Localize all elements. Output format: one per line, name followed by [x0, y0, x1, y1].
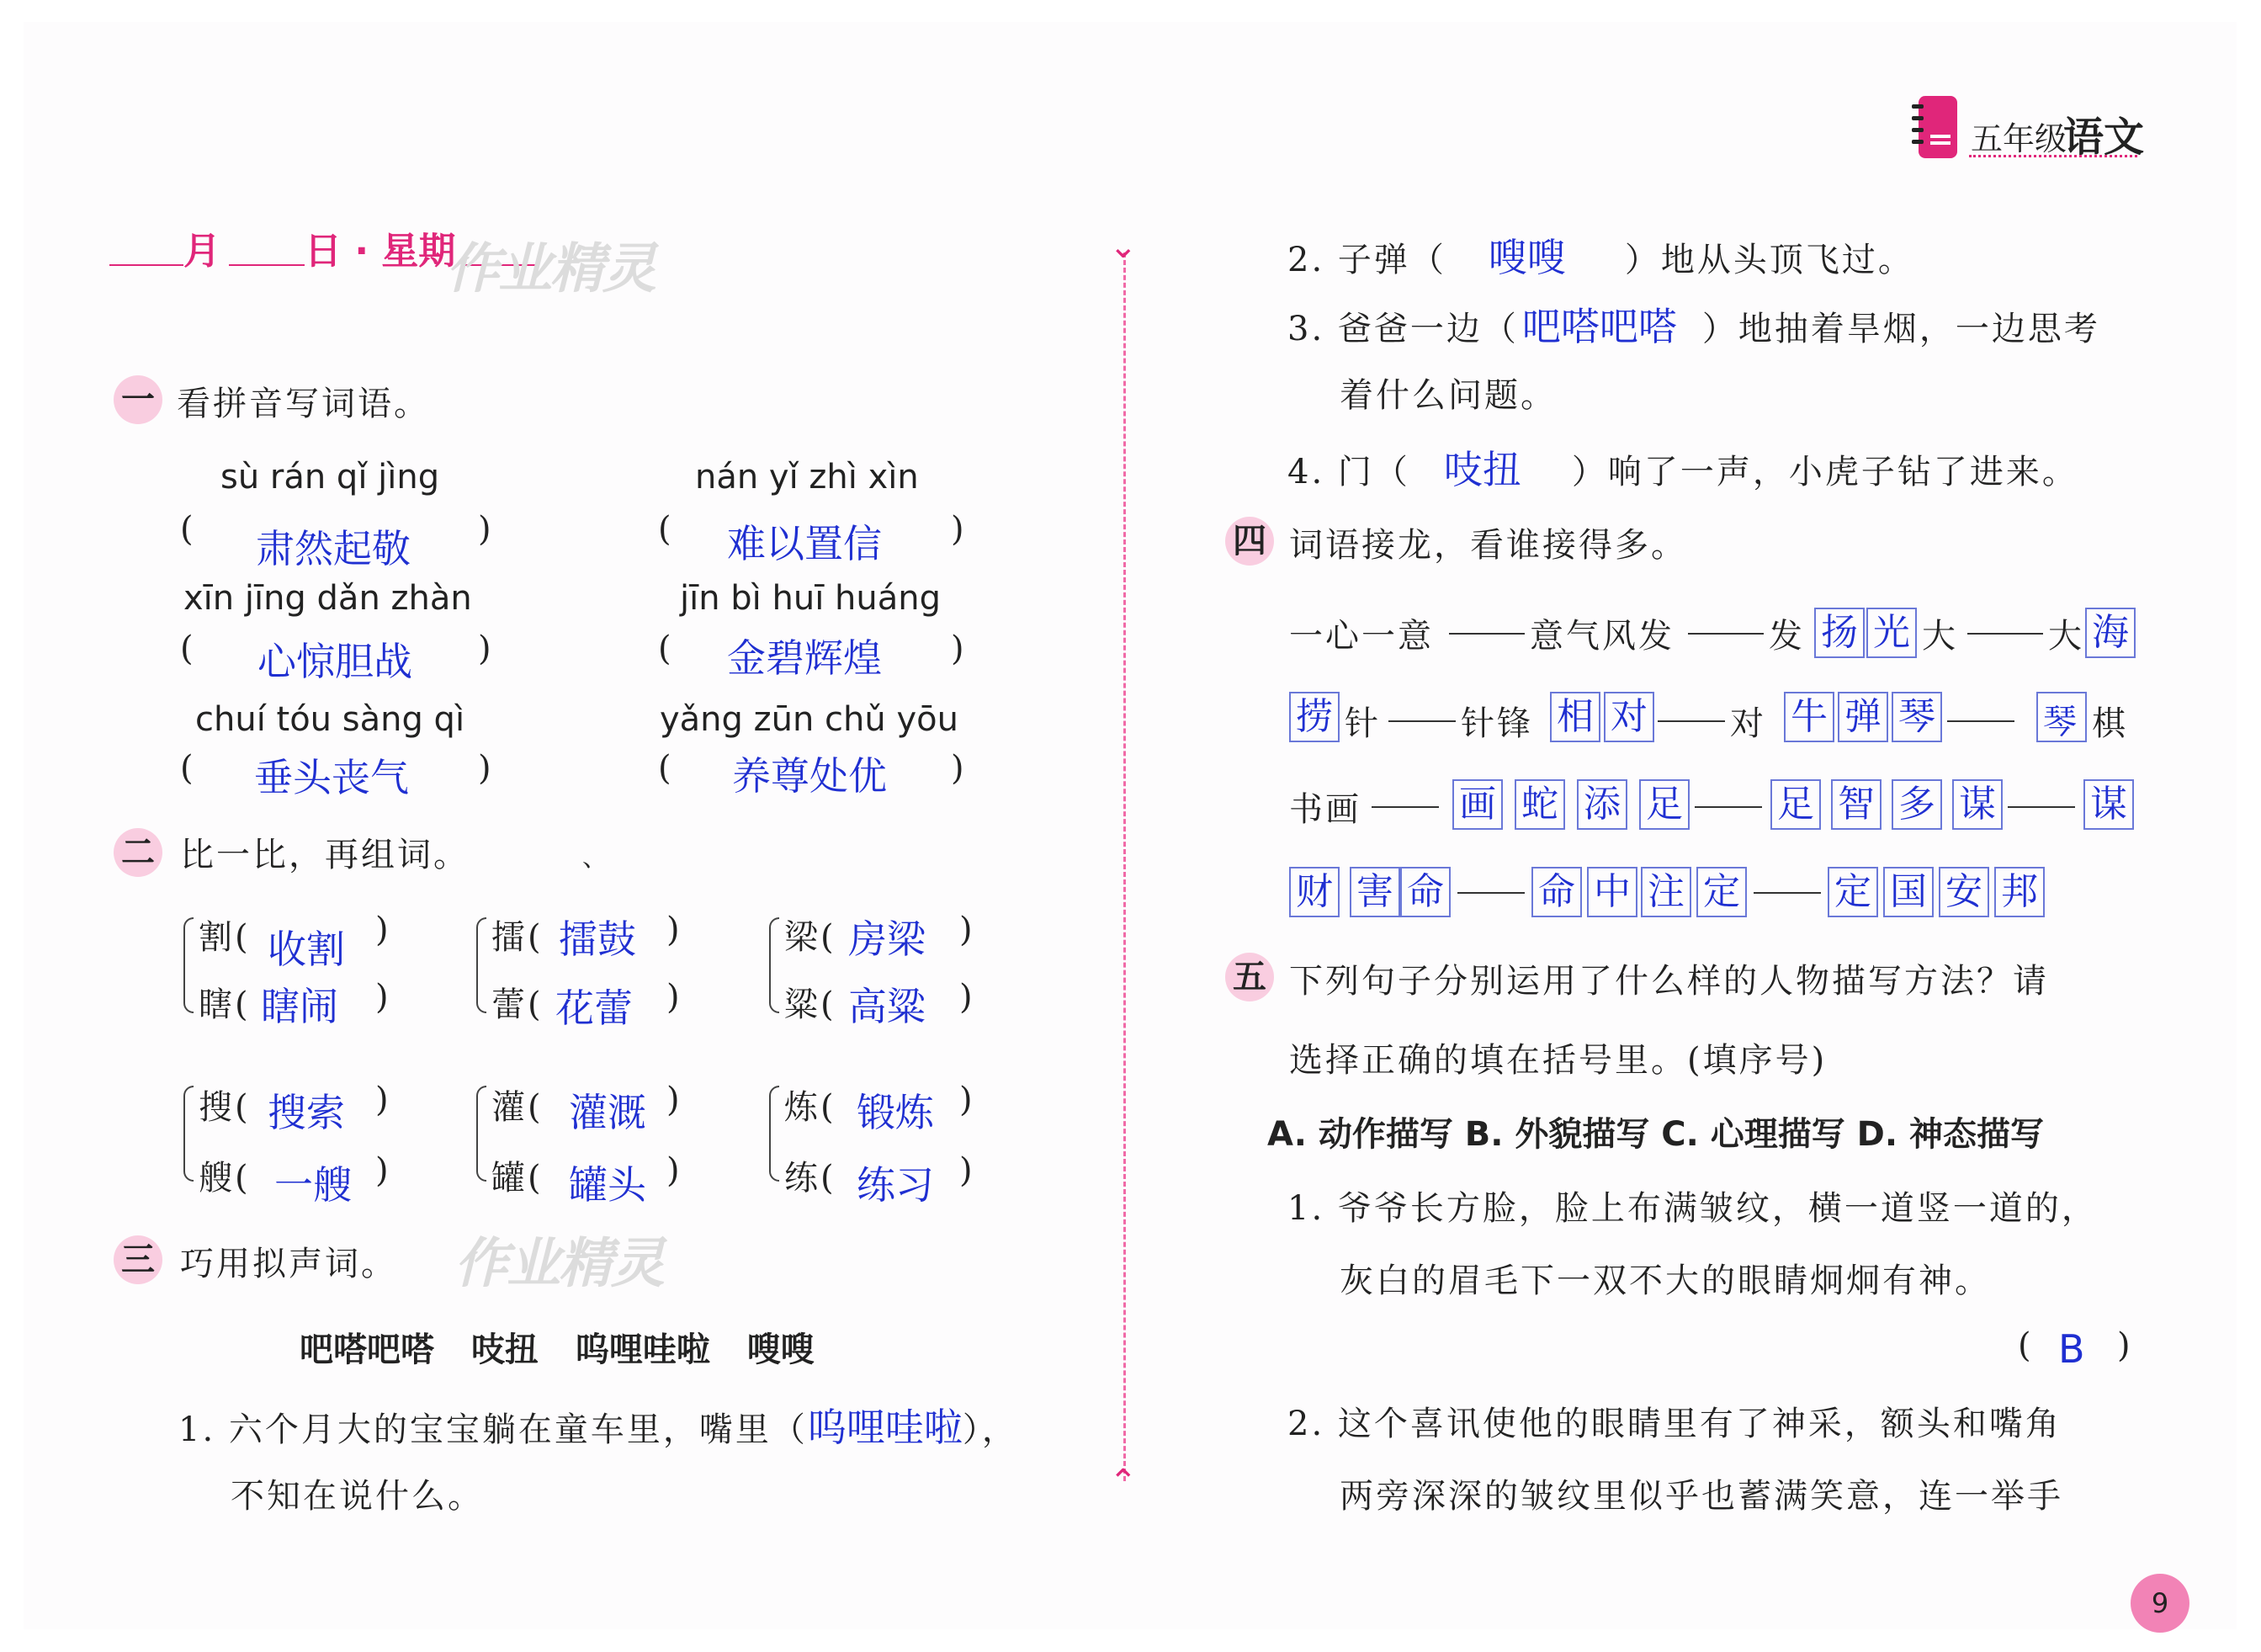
chain-word: 发 [1769, 617, 1805, 656]
chain-box: 中 [1587, 867, 1637, 917]
paren-close: ) [666, 1151, 682, 1190]
paren-open: ( [180, 629, 194, 668]
s5-q1-answer: B [2058, 1326, 2085, 1372]
chain-box: 谋 [1952, 779, 2003, 830]
chain-word: 针锋 [1461, 704, 1533, 743]
pair-char: 灌( [491, 1088, 544, 1127]
section-3-title: 巧用拟声词。 [180, 1245, 397, 1283]
chain-box [2036, 692, 2087, 742]
chain-box: 命 [1531, 867, 1582, 917]
paren-close: ) [375, 1151, 391, 1190]
chain-word: 对 [1730, 704, 1766, 743]
chain-dash [1449, 633, 1525, 635]
pair-char: 艘( [199, 1159, 251, 1198]
header-subject: 语文 [2063, 114, 2145, 161]
pair-answer: 罐头 [569, 1162, 646, 1208]
pinyin-4: jīn bì huī huáng [680, 579, 941, 618]
chain-word: 针 [1345, 704, 1381, 743]
s3-q3-answer: 吧嗒吧嗒 [1521, 304, 1677, 349]
chain-dash [2008, 806, 2075, 808]
header-underline [1969, 155, 2137, 157]
watermark: 作业精灵 [446, 238, 655, 300]
s3-q1-answer: 呜哩哇啦 [807, 1405, 963, 1450]
divider-top-arrow: ⌄ [1109, 227, 1138, 266]
chain-dash [1967, 633, 2043, 635]
paren-close: ) [666, 1081, 682, 1119]
chain-dash [1947, 720, 2014, 722]
chain-box: 扬 [1814, 608, 1865, 658]
paren-close: ) [959, 1081, 975, 1119]
s3-q1-line2: 不知在说什么。 [231, 1477, 484, 1516]
section-2-badge: 二 [114, 828, 162, 877]
s3-q4-answer: 吱扭 [1443, 447, 1521, 492]
chain-dash [1457, 892, 1525, 894]
chain-box: 邦 [1994, 867, 2045, 917]
brace [476, 917, 486, 1013]
section-1-badge: 一 [114, 375, 162, 424]
paren-close: ) [478, 749, 491, 788]
word-bank-item: 吧嗒吧嗒 [300, 1331, 434, 1369]
answer-4: 金碧辉煌 [727, 635, 882, 681]
paren-close: ) [959, 1151, 975, 1190]
chain-box: 命 [1400, 867, 1451, 917]
paren-open: ( [658, 629, 671, 668]
brace [476, 1086, 486, 1182]
pair-answer: 灌溉 [569, 1090, 646, 1135]
notebook-icon [1910, 93, 1961, 163]
s3-q1: 1. 六个月大的宝宝躺在童车里，嘴里（呜哩哇啦）， [178, 1405, 1018, 1450]
chain-dash [1388, 720, 1456, 722]
date-month-blank [109, 264, 183, 266]
chain-box: 害 [1350, 867, 1400, 917]
pair-answer: 锻炼 [857, 1090, 934, 1135]
chain-word: 大 [2048, 617, 2084, 656]
s3-q3-line2: 着什么问题。 [1340, 376, 1557, 415]
pinyin-3: xīn jīng dǎn zhàn [183, 579, 472, 618]
paren-open: ( [180, 749, 194, 788]
pair-char: 擂( [491, 918, 544, 957]
center-divider [1123, 252, 1126, 1481]
chain-word: 意气风发 [1530, 617, 1675, 656]
pinyin-6: yǎng zūn chǔ yōu [660, 700, 958, 739]
chain-box: 对 [1604, 692, 1654, 742]
chain-box: 牛 [1784, 692, 1834, 742]
chain-dash [1754, 892, 1821, 894]
word-bank-item: 嗖嗖 [746, 1331, 815, 1369]
pair-char: 练( [784, 1159, 836, 1198]
section-5-title: 下列句子分别运用了什么样的人物描写方法？请 [1289, 962, 2049, 1001]
word-bank-item: 呜哩哇啦 [575, 1331, 710, 1369]
date-day-blank [229, 264, 305, 266]
chain-box: 财 [1289, 867, 1340, 917]
s3-q4: 4. 门（ 吱扭 ）响了一声，小虎子钻了进来。 [1287, 447, 2078, 492]
chain-box: 足 [1639, 779, 1690, 830]
pair-answer: 高粱 [848, 984, 926, 1029]
date-day-label: 日 · 星期 [305, 230, 456, 273]
chain-box: 画 [1452, 779, 1503, 830]
answer-5: 垂头丧气 [254, 755, 409, 800]
pair-answer: 瞎闹 [261, 984, 338, 1029]
chain-box: 光 [1866, 608, 1917, 658]
s5-q1-line2: 灰白的眉毛下一双不大的眼睛炯炯有神。 [1340, 1262, 1991, 1300]
paren-open: ( [180, 510, 194, 549]
brace [769, 917, 779, 1013]
s3-q2: 2. 子弹（ 嗖嗖 ）地从头顶飞过。 [1287, 235, 1914, 280]
section-5-title-line2: 选择正确的填在括号里。(填序号) [1289, 1041, 1828, 1080]
pair-char: 搜( [199, 1088, 251, 1127]
chain-dash [1372, 806, 1439, 808]
chain-box: 多 [1892, 779, 1942, 830]
header-logo [1910, 93, 1961, 163]
chain-box: 注 [1641, 867, 1691, 917]
chain-box: 安 [1939, 867, 1989, 917]
paren-open: ( [658, 749, 671, 788]
paren-close: ) [375, 978, 391, 1017]
pinyin-2: nán yǐ zhì xìn [695, 458, 919, 497]
page-number: 9 [2131, 1574, 2189, 1633]
chain-dash [1695, 806, 1762, 808]
s3-q2-answer: 嗖嗖 [1488, 235, 1566, 280]
chain-word: 一心一意 [1289, 617, 1434, 656]
stray-mark: 、 [582, 843, 608, 873]
chain-box: 足 [1770, 779, 1821, 830]
chain-box: 弹 [1838, 692, 1888, 742]
s5-q2-line2: 两旁深深的皱纹里似乎也蓄满笑意，连一举手 [1340, 1477, 2063, 1516]
watermark: 作业精灵 [454, 1233, 663, 1295]
answer-1: 肃然起敬 [256, 526, 411, 571]
chain-word: 琴 [2043, 703, 2079, 741]
chain-box: 谋 [2083, 779, 2134, 830]
paren-close: ) [375, 911, 391, 949]
chain-word: 棋 [2092, 704, 2128, 743]
pair-char: 割( [199, 918, 251, 957]
word-bank [300, 1323, 815, 1371]
paren-close: ) [666, 911, 682, 949]
divider-bottom-arrow: ⌃ [1109, 1463, 1138, 1501]
pair-char: 梁( [784, 918, 836, 957]
brace [769, 1086, 779, 1182]
paren-close: ) [951, 510, 964, 549]
pair-char: 瞎( [199, 985, 251, 1024]
chain-box: 海 [2085, 608, 2136, 658]
chain-dash [1658, 720, 1725, 722]
chain-box: 琴 [1892, 692, 1942, 742]
paren-close: ) [666, 978, 682, 1017]
pair-answer: 擂鼓 [559, 916, 636, 962]
chain-box: 蛇 [1515, 779, 1565, 830]
chain-box: 添 [1577, 779, 1627, 830]
pair-char: 蕾( [491, 985, 544, 1024]
section-2-title: 比一比，再组词。 [180, 836, 470, 874]
pair-char: 粱( [784, 985, 836, 1024]
paren-close: ) [959, 911, 975, 949]
chain-word: 书画 [1289, 790, 1361, 829]
chain-box: 智 [1831, 779, 1882, 830]
section-4-title: 词语接龙，看谁接得多。 [1289, 526, 1687, 565]
paren-open: ( [658, 510, 671, 549]
paren-close: ) [951, 749, 964, 788]
s5-q2: 2. 这个喜讯使他的眼睛里有了神采，额头和嘴角 [1287, 1405, 2062, 1443]
brace [183, 917, 194, 1013]
paren-close: ) [375, 1081, 391, 1119]
paren-open: ( [2018, 1326, 2034, 1365]
chain-box: 定 [1696, 867, 1747, 917]
pair-answer: 一艘 [274, 1162, 352, 1208]
section-5-badge: 五 [1225, 953, 1274, 1001]
paren-close: ) [951, 629, 964, 668]
paren-close: ) [478, 510, 491, 549]
paren-close: ) [2117, 1326, 2133, 1365]
header-grade: 五年级 [1971, 120, 2067, 157]
pair-answer: 练习 [857, 1162, 934, 1208]
paren-close: ) [959, 978, 975, 1017]
section-5-options: A. 动作描写 B. 外貌描写 C. 心理描写 D. 神态描写 [1267, 1115, 2045, 1154]
date-month-label: 月 [183, 230, 220, 273]
pinyin-1: sù rán qǐ jìng [220, 458, 440, 497]
chain-box: 相 [1550, 692, 1600, 742]
chain-dash [1688, 633, 1764, 635]
answer-6: 养尊处优 [732, 753, 887, 799]
pair-char: 炼( [784, 1088, 836, 1127]
pair-answer: 房梁 [848, 916, 926, 962]
chain-box: 捞 [1289, 692, 1340, 742]
paren-close: ) [478, 629, 491, 668]
chain-word: 大 [1922, 617, 1958, 656]
chain-box: 国 [1883, 867, 1934, 917]
s3-q3: 3. 爸爸一边（吧嗒吧嗒 ）地抽着旱烟，一边思考 [1287, 304, 2100, 349]
pinyin-5: chuí tóu sàng qì [195, 700, 465, 739]
answer-2: 难以置信 [727, 521, 882, 566]
brace [183, 1086, 194, 1182]
pair-char: 罐( [491, 1159, 544, 1198]
answer-3: 心惊胆战 [257, 639, 412, 684]
word-bank-item: 吱扭 [470, 1331, 539, 1369]
chain-box: 定 [1828, 867, 1878, 917]
pair-answer: 搜索 [268, 1090, 345, 1135]
section-4-badge: 四 [1225, 517, 1274, 566]
section-3-badge: 三 [114, 1235, 162, 1284]
s5-q1: 1. 爷爷长方脸，脸上布满皱纹，横一道竖一道的， [1287, 1189, 2098, 1228]
pair-answer: 收割 [268, 927, 345, 972]
pair-answer: 花蕾 [555, 985, 633, 1031]
section-1-title: 看拼音写词语。 [177, 385, 430, 423]
